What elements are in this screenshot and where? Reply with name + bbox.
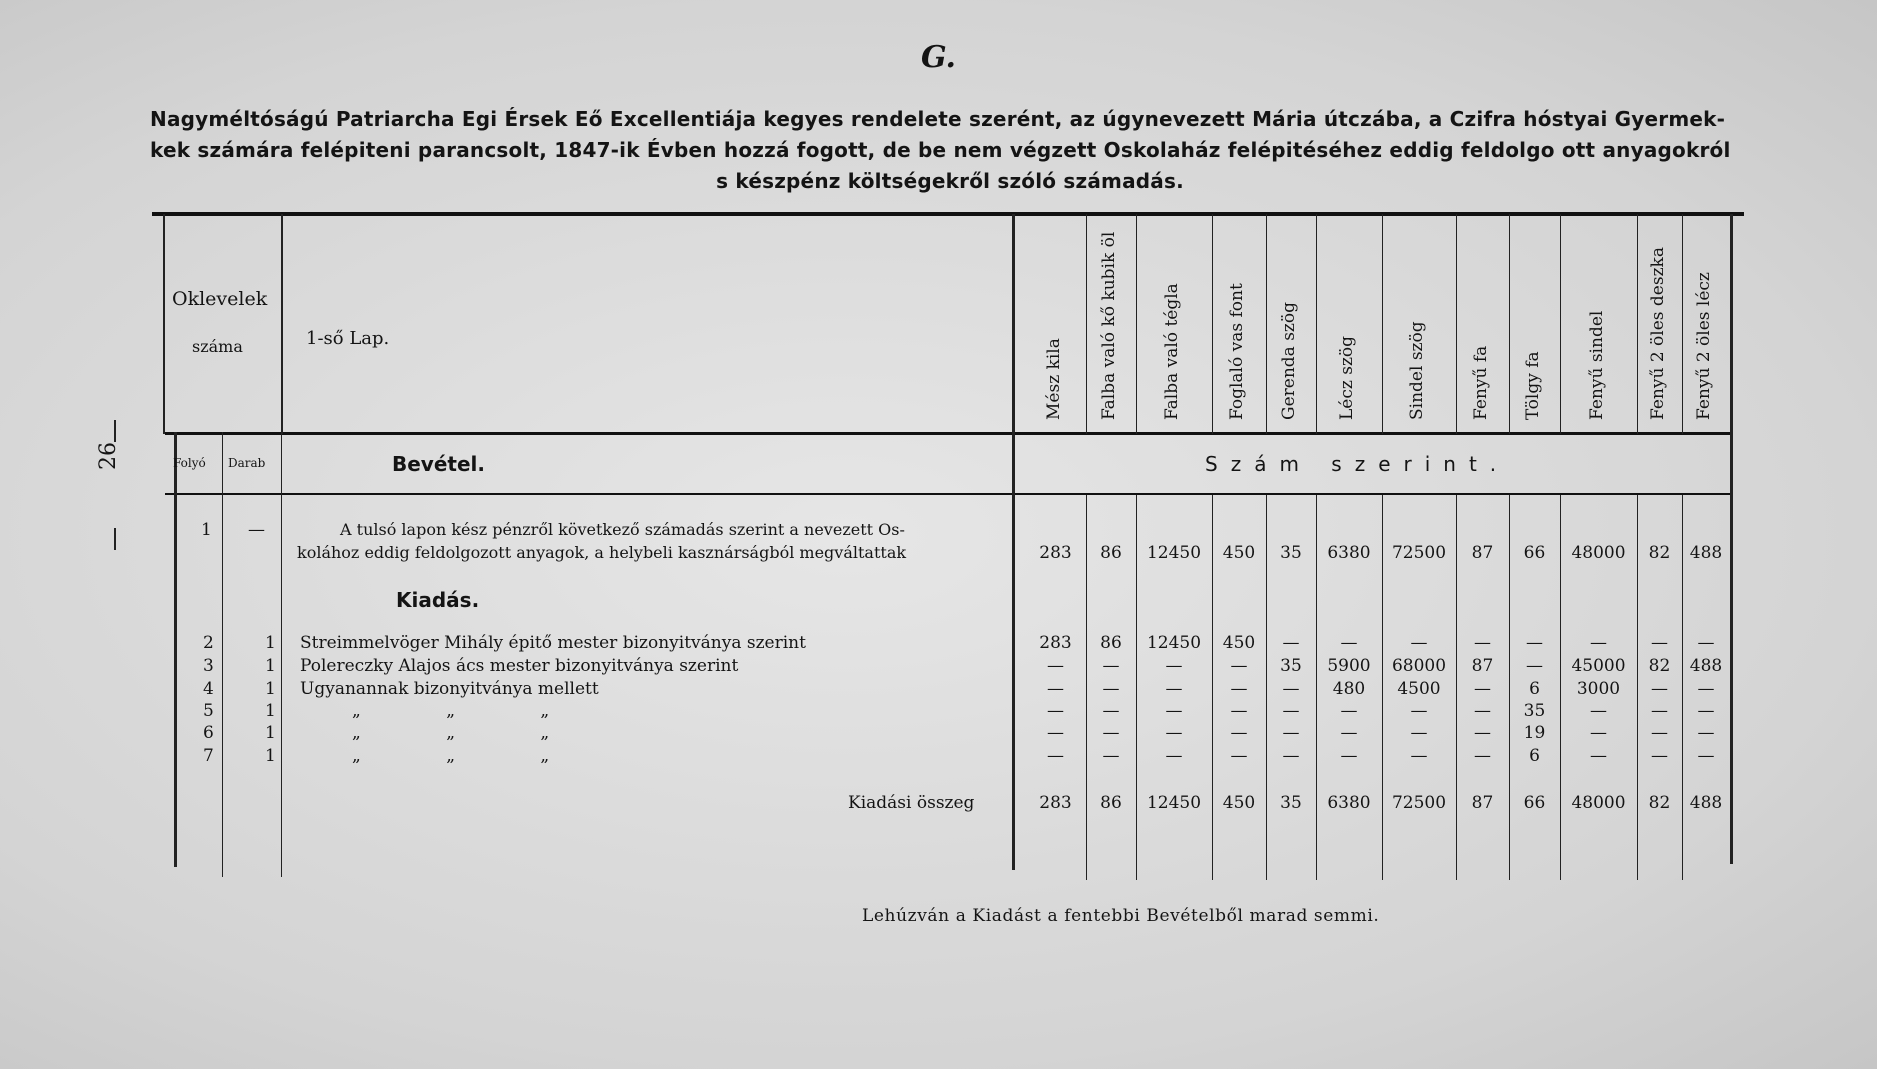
row-value: — (1102, 746, 1120, 766)
row-value: — (1230, 746, 1248, 766)
row-value: — (1282, 633, 1300, 653)
total-value: 87 (1471, 793, 1494, 813)
column-rule (1509, 214, 1510, 434)
row-value: 6 (1529, 746, 1540, 766)
row-description: „ „ „ (352, 746, 590, 766)
row-value: 35 (1523, 701, 1546, 721)
row-folyo: 2 (203, 633, 214, 653)
kiadas-header: Kiadás. (396, 588, 480, 612)
row-value: — (1047, 679, 1064, 699)
income-folyo: 1 (201, 520, 212, 540)
row-value: — (1047, 723, 1064, 743)
income-value: 450 (1222, 543, 1256, 563)
row-value: — (1165, 656, 1183, 676)
row-value: — (1230, 701, 1248, 721)
income-value: 283 (1039, 543, 1072, 563)
total-value: 35 (1280, 793, 1302, 813)
row-value: — (1590, 633, 1607, 653)
column-header: Sindel szög (1407, 321, 1427, 420)
column-header: Gerenda szög (1279, 302, 1299, 420)
row-value: — (1590, 701, 1607, 721)
bevetel-header: Bevétel. (392, 452, 485, 476)
row-value: — (1230, 679, 1248, 699)
row-value: — (1282, 679, 1300, 699)
row-value: — (1474, 679, 1491, 699)
lap-header: 1-ső Lap. (306, 328, 390, 349)
row-value: 35 (1280, 656, 1302, 676)
row-value: — (1165, 701, 1183, 721)
row-description: Polereczky Alajos ács mester bizonyitványa szerint (300, 656, 739, 676)
row-value: 480 (1332, 679, 1366, 699)
row-value: 283 (1039, 633, 1072, 653)
row-value: 68000 (1391, 656, 1447, 676)
row-value: — (1651, 679, 1668, 699)
column-header: Fenyű 2 öles lécz (1694, 272, 1714, 420)
row-value: — (1047, 701, 1064, 721)
row-value: — (1230, 656, 1248, 676)
row-value: 6 (1529, 679, 1540, 699)
column-rule (1212, 214, 1213, 434)
page-number: 26 (96, 442, 121, 470)
row-value: — (1102, 723, 1120, 743)
total-value: 12450 (1146, 793, 1202, 813)
rule (281, 432, 282, 877)
row-value: 450 (1222, 633, 1256, 653)
column-header: Foglaló vas font (1227, 283, 1247, 420)
row-value: — (1590, 746, 1607, 766)
total-value: 66 (1523, 793, 1546, 813)
row-value: 86 (1100, 633, 1122, 653)
income-value: 12450 (1146, 543, 1202, 563)
row-darab: 1 (265, 633, 276, 653)
row-value: — (1282, 723, 1300, 743)
total-value: 6380 (1327, 793, 1371, 813)
column-rule (1266, 214, 1267, 434)
row-value: 87 (1471, 656, 1494, 676)
row-description: „ „ „ (352, 701, 590, 721)
column-rule (1682, 214, 1683, 434)
income-value: 48000 (1571, 543, 1626, 563)
row-darab: 1 (265, 656, 276, 676)
income-value: 72500 (1391, 543, 1447, 563)
row-value: — (1340, 701, 1358, 721)
income-value: 82 (1648, 543, 1671, 563)
row-value: 82 (1648, 656, 1671, 676)
title-line-3: s készpénz költségekről szóló számadás. (716, 169, 1184, 193)
row-value: — (1474, 723, 1491, 743)
rule (281, 214, 283, 434)
oklevelek-header: Oklevelek (172, 288, 268, 310)
row-value: — (1282, 746, 1300, 766)
row-darab: 1 (265, 746, 276, 766)
column-rule (1086, 214, 1087, 434)
title-line-1: Nagyméltóságú Patriarcha Egi Érsek Eő Excellentiája kegyes rendelete szerént, az úgynevezett Mária útczába, a Czifra hóstyai Gyermek- (150, 107, 1726, 131)
rule (1012, 214, 1015, 870)
row-folyo: 4 (203, 679, 214, 699)
column-header: Mész kila (1043, 338, 1064, 420)
row-value: — (1474, 633, 1491, 653)
row-value: — (1697, 633, 1715, 653)
column-rule (1136, 214, 1137, 434)
column-rule (1456, 214, 1457, 434)
income-value: 35 (1280, 543, 1302, 563)
total-value: 72500 (1391, 793, 1447, 813)
row-value: — (1047, 656, 1064, 676)
row-value: — (1340, 633, 1358, 653)
header-rule (165, 432, 1733, 435)
row-value: 5900 (1327, 656, 1371, 676)
row-value: 3000 (1576, 679, 1621, 699)
row-value: — (1410, 723, 1428, 743)
column-header: Falba való tégla (1162, 283, 1182, 420)
income-value: 87 (1471, 543, 1494, 563)
row-description: Streimmelvöger Mihály épitő mester bizonyitványa szerint (300, 633, 806, 653)
income-value: 6380 (1327, 543, 1371, 563)
income-darab: — (248, 520, 265, 540)
row-description: „ „ „ (352, 723, 590, 743)
row-darab: 1 (265, 723, 276, 743)
row-value: — (1697, 701, 1715, 721)
appendix-letter: G. (921, 40, 956, 75)
row-value: — (1651, 701, 1668, 721)
column-rule (1316, 214, 1317, 434)
row-value: — (1410, 746, 1428, 766)
folyo-header: Folyó (173, 456, 206, 470)
income-text-1: A tulsó lapon kész pénzről következő számadás szerint a nevezett Os- (340, 520, 905, 539)
row-value: — (1047, 746, 1064, 766)
row-value: — (1651, 633, 1668, 653)
title-line-2: kek számára felépiteni parancsolt, 1847-ik Évben hozzá fogott, de be nem végzett Oskolaház felépitéséhez eddig feldolgo ott anyagokról (150, 138, 1731, 162)
income-value: 488 (1689, 543, 1723, 563)
column-header: Tölgy fa (1522, 351, 1543, 420)
column-rule (1637, 214, 1638, 434)
row-value: — (1526, 633, 1543, 653)
row-value: — (1102, 679, 1120, 699)
row-value: — (1590, 723, 1607, 743)
rule (1730, 214, 1733, 864)
szama-header: száma (192, 337, 243, 356)
row-value: — (1282, 701, 1300, 721)
row-value: — (1697, 723, 1715, 743)
row-value: 488 (1689, 656, 1723, 676)
total-value: 48000 (1571, 793, 1626, 813)
row-value: — (1526, 656, 1543, 676)
row-value: — (1697, 679, 1715, 699)
income-text-2: kolához eddig feldolgozott anyagok, a helybeli kasznárságból megváltattak (297, 543, 907, 562)
row-value: — (1165, 679, 1183, 699)
total-label: Kiadási összeg (848, 793, 975, 813)
row-value: — (1651, 723, 1668, 743)
row-value: — (1165, 723, 1183, 743)
row-value: — (1340, 723, 1358, 743)
row-value: — (1165, 746, 1183, 766)
total-value: 86 (1100, 793, 1122, 813)
total-value: 82 (1648, 793, 1671, 813)
rule (222, 432, 223, 877)
row-value: — (1230, 723, 1248, 743)
total-value: 450 (1222, 793, 1256, 813)
rule (163, 214, 165, 434)
income-value: 86 (1100, 543, 1122, 563)
row-folyo: 3 (203, 656, 214, 676)
row-value: — (1102, 701, 1120, 721)
column-header: Fenyű fa (1470, 345, 1491, 420)
column-rule (1382, 214, 1383, 434)
row-value: — (1697, 746, 1715, 766)
column-header: Falba való kő kubik öl (1099, 231, 1119, 420)
row-folyo: 5 (203, 701, 214, 721)
income-value: 66 (1523, 543, 1546, 563)
row-value: 12450 (1146, 633, 1202, 653)
row-value: — (1410, 701, 1428, 721)
darab-header: Darab (228, 456, 266, 470)
row-value: — (1340, 746, 1358, 766)
szam-szerint-header: Szám szerint. (1205, 452, 1510, 476)
row-value: — (1651, 746, 1668, 766)
row-folyo: 7 (203, 746, 214, 766)
row-value: 4500 (1397, 679, 1441, 699)
total-value: 283 (1039, 793, 1072, 813)
rule (174, 432, 177, 867)
row-value: — (1102, 656, 1120, 676)
row-folyo: 6 (203, 723, 214, 743)
row-description: Ugyanannak bizonyitványa mellett (300, 679, 599, 699)
column-header: Lécz szög (1337, 335, 1357, 420)
row-value: — (1410, 633, 1428, 653)
row-darab: 1 (265, 701, 276, 721)
column-header: Fenyű 2 öles deszka (1647, 247, 1668, 420)
column-header: Fenyű sindel (1586, 310, 1607, 420)
total-value: 488 (1689, 793, 1723, 813)
row-darab: 1 (265, 679, 276, 699)
row-value: 19 (1523, 723, 1546, 743)
row-value: 45000 (1571, 656, 1626, 676)
table-top-rule (152, 212, 1744, 216)
row-value: — (1474, 701, 1491, 721)
row-value: — (1474, 746, 1491, 766)
section-rule (165, 493, 1733, 495)
column-rule (1560, 214, 1561, 434)
footer-note: Lehúzván a Kiadást a fentebbi Bevételből marad semmi. (862, 906, 1380, 926)
